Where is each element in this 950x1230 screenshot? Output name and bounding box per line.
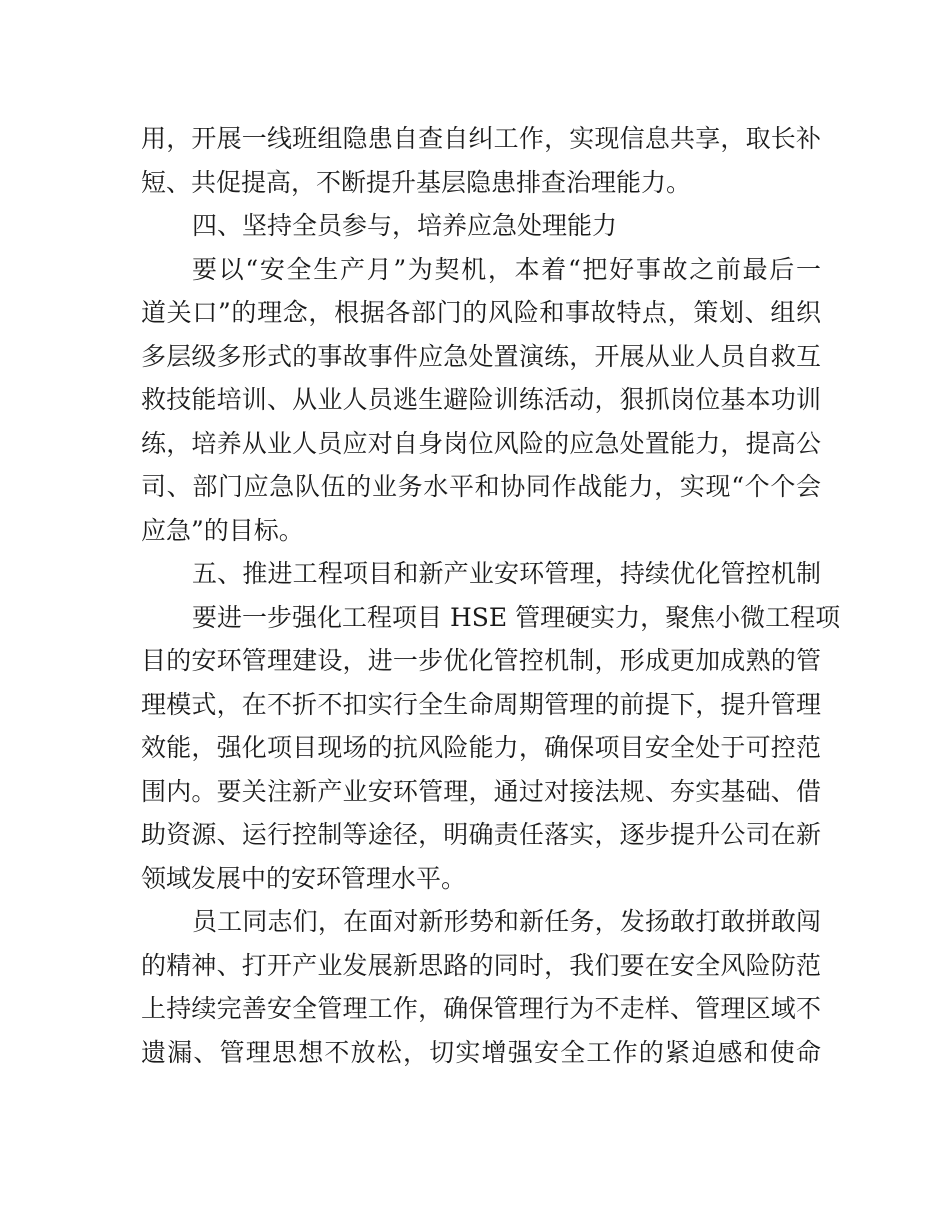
section-heading-5: 五、推进工程项目和新产业安环管理，持续优化管控机制 [192, 559, 821, 588]
text-line-10: 应急”的目标。 [141, 515, 304, 545]
text-line-6: 多层级多形式的事故事件应急处置演练，开展从业人员自救互 [141, 341, 821, 371]
text-line-7: 救技能培训、从业人员逃生避险训练活动，狠抓岗位基本功训 [141, 385, 821, 414]
text-line-22: 遗漏、管理思想不放松，切实增强安全工作的紧迫感和使命 [141, 1037, 821, 1067]
text-line-5: 道关口”的理念，根据各部门的风险和事故特点，策划、组织 [141, 298, 821, 327]
text-line-9: 司、部门应急队伍的业务水平和协同作战能力，实现“个个会 [141, 472, 821, 501]
text-line-21: 上持续完善安全管理工作，确保管理行为不走样、管理区域不 [141, 994, 821, 1023]
text-line-15: 效能，强化项目现场的抗风险能力，确保项目安全处于可控范 [141, 733, 821, 762]
text-line-13: 目的安环管理建设，进一步优化管控机制，形成更加成熟的管 [141, 646, 821, 675]
text-line-2: 短、共促提高，不断提升基层隐患排查治理能力。 [141, 167, 692, 197]
body-text [141, 117, 841, 1074]
text-line-20: 的精神、打开产业发展新思路的同时，我们要在安全风险防范 [141, 950, 821, 980]
text-line-14: 理模式，在不折不扣实行全生命周期管理的前提下，提升管理 [141, 689, 821, 719]
section-heading-4: 四、坚持全员参与，培养应急处理能力 [192, 211, 618, 240]
text-line-17: 助资源、运行控制等途径，明确责任落实，逐步提升公司在新 [141, 820, 821, 849]
text-line-8: 练，培养从业人员应对自身岗位风险的应急处置能力，提高公 [141, 428, 821, 458]
text-line-19: 员工同志们，在面对新形势和新任务，发扬敢打敢拼敢闯 [192, 907, 821, 936]
text-line-1: 用，开展一线班组隐患自查自纠工作，实现信息共享，取长补 [141, 124, 821, 153]
text-line-16: 围内。要关注新产业安环管理，通过对接法规、夯实基础、借 [141, 776, 821, 806]
text-line-18: 领域发展中的安环管理水平。 [141, 863, 467, 893]
text-line-12: 要进一步强化工程项目 HSE 管理硬实力，聚焦小微工程项 [192, 602, 841, 632]
text-line-4: 要以“安全生产月”为契机，本着“把好事故之前最后一 [192, 254, 821, 284]
